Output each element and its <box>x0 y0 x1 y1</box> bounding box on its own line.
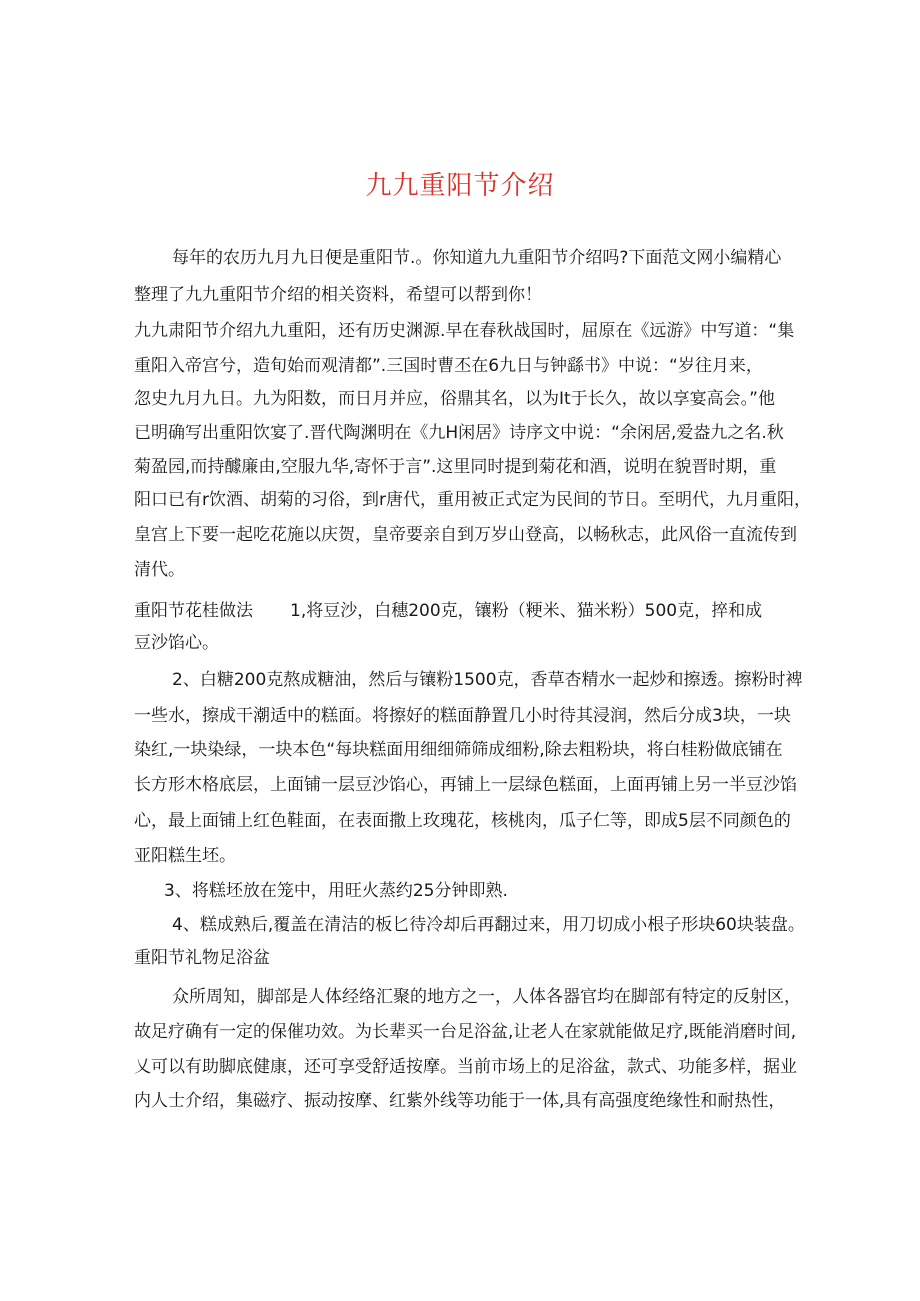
text-line: 众所周知，脚部是人体经络汇聚的地方之一，人体各器官均在脚部有特定的反射区， <box>172 987 801 1007</box>
text-line: 九九肃阳节介绍九九重阳，还有历史渊源.早在春秋战国时，屈原在《远游》中写道：“集 <box>134 321 795 341</box>
text-line: 1,将豆沙，白穗200克，镶粉（粳米、猫米粉）500克，捽和成 <box>290 601 763 621</box>
text-line: 一些水，擦成干潮适中的糕面。将擦好的糕面静置几小时待其浸润，然后分成3块，一块 <box>134 706 791 726</box>
text-line: 亚阳糕生坯。 <box>134 846 236 866</box>
text-line: 清代。 <box>134 560 185 580</box>
text-line: 忽史九月九日。九为阳数，而日月并应，俗鼎其名，以为It于长久，故以享宴高会。”他 <box>134 389 775 409</box>
section-heading-gift: 重阳节礼物足浴盆 <box>134 948 270 968</box>
text-line: 2、白糖200克熬成糖油，然后与镶粉1500克，香草杏精水一起炒和擦透。擦粉时裨 <box>172 670 803 690</box>
text-line: 内人士介绍，集磁疗、振动按摩、红紫外线等功能于一体,具有高强度绝缘性和耐热性， <box>134 1091 786 1111</box>
text-line: 皇宫上下要一起吃花施以庆贺，皇帝要亲自到万岁山登高，以畅秋志，此风俗一直流传到 <box>134 525 797 545</box>
text-line: 每年的农历九月九日便是重阳节.。你知道九九重阳节介绍吗?下面范文网小编精心 <box>172 248 782 268</box>
text-line: 染红,一块染绿，一块本色“每块糕面用细细筛筛成细粉,除去粗粉块，将白桂粉做底铺在 <box>134 740 783 760</box>
text-line: 菊盈园,而持醵廉由,空服九华,寄怀于言”.这里同时提到菊花和酒，说明在貌晋时期，重 <box>134 457 777 477</box>
text-line: 乂可以有助脚底健康，还可享受舒适按摩。当前市场上的足浴盆，款式、功能多样，据业 <box>134 1057 797 1077</box>
section-heading-recipe: 重阳节花桂做法 <box>134 601 253 621</box>
text-line: 故足疗确有一定的保催功效。为长辈买一台足浴盆,让老人在家就能做足疗,既能消磨时间, <box>134 1022 797 1042</box>
document-title: 九九重阳节介绍 <box>365 171 555 201</box>
text-line: 3、将糕坯放在笼中，用旺火蒸约25分钟即熟. <box>164 881 508 901</box>
text-line: 整理了九九重阳节介绍的相关资料，希望可以帮到你！ <box>134 285 542 305</box>
text-line: 4、糕成熟后,覆盖在清洁的板匕待冷却后再翻过来，用刀切成小根子形块60块装盘。 <box>172 915 805 935</box>
text-line: 长方形木格底层，上面铺一层豆沙馅心，再铺上一层绿色糕面，上面再铺上另一半豆沙馅 <box>134 775 797 795</box>
text-line: 重阳入帝宫兮，造旬始而观清都”.三国时曹丕在6九日与钟繇书》中说：“岁往月来， <box>134 356 763 376</box>
text-line: 阳口已有r饮酒、胡菊的习俗，到r唐代，重用被正式定为民间的节日。至明代，九月重阳， <box>134 490 811 510</box>
text-line: 已明确写出重阳饮宴了.晋代陶渊明在《九H闲居》诗序文中说：“余闲居,爱盎九之名.秋 <box>134 423 784 443</box>
text-line: 豆沙馅心。 <box>134 633 219 653</box>
text-line: 心，最上面铺上红色鞋面，在表面撒上玫瑰花，核桃肉，瓜子仁等，即成5层不同颜色的 <box>134 811 791 831</box>
